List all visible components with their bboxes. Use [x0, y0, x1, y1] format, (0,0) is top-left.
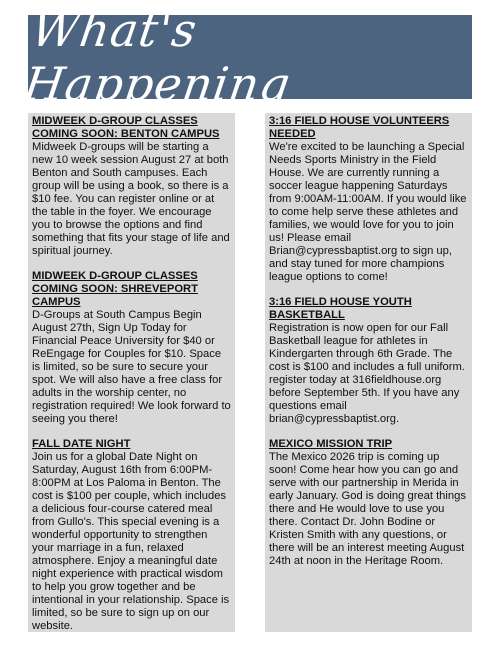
article-heading: MIDWEEK D-GROUP CLASSES COMING SOON: SHREVEPORT CAMPUS — [32, 270, 198, 308]
right-column — [265, 113, 472, 632]
page-title: What's Happening — [20, 3, 295, 111]
article-body: D-Groups at South Campus Begin August 27th, Sign Up Today for Financial Peace University for $40 or ReEngage for Couples for $10. Space is limited, so be sure to secure your spot. We will also have a free class for adults in the worship center, no registration required! We look forward to seeing you there! — [32, 309, 231, 425]
article-mexico-mission-trip — [269, 438, 468, 568]
article-body: Midweek D-groups will be starting a new 10 week session August 27 at both Benton and South campuses. Each group will be using a book, so there is a $10 fee. You can register online or at the table in the foyer. We encourage you to browse the options and find something that fits your stage of life and spiritual journey. — [32, 141, 230, 257]
article-heading: 3:16 FIELD HOUSE VOLUNTEERS NEEDED — [269, 115, 450, 140]
article-heading: FALL DATE NIGHT — [32, 438, 131, 450]
article-body: We're excited to be launching a Special Needs Sports Ministry in the Field House. We are currently running a soccer league happening Saturdays from 9:00AM-11:00AM. If you would like to come help serve these athletes and families, we would love for you to join us! Please email Brian@cypressbaptist.org to sign up, and stay tuned for more champions league options to come! — [269, 141, 467, 283]
article-body: Join us for a global Date Night on Saturday, August 16th from 6:00PM-8:00PM at Los Paloma in Benton. The cost is $100 per couple, which includes a delicious four-course catered meal from Gullo's. This special evening is a wonderful opportunity to strengthen your marriage in a fun, relaxed atmosphere. Enjoy a meaningful date night experience with practical wisdom to help you grow together and be intentional in your relationship. Space is limited, so be sure to sign up on our website. — [32, 451, 230, 632]
article-body: The Mexico 2026 trip is coming up soon! Come hear how you can go and serve with our partnership in Merida in early January. God is doing great things there and He would love to use you there. Contact Dr. John Bodine or Kristen Smith with any questions, or there will be an interest meeting August 24th at noon in the Heritage Room. — [269, 451, 466, 567]
article-field-house-volunteers — [269, 115, 468, 284]
article-youth-basketball — [269, 296, 468, 426]
article-heading: 3:16 FIELD HOUSE YOUTH BASKETBALL — [269, 296, 412, 321]
left-column — [28, 113, 235, 632]
article-shreveport-dgroup — [32, 270, 231, 426]
article-heading: MIDWEEK D-GROUP CLASSES COMING SOON: BENTON CAMPUS — [32, 115, 220, 140]
article-body: Registration is now open for our Fall Basketball league for athletes in Kindergarten through 6th Grade. The cost is $100 and includes a full uniform. register today at 316fieldhouse.org before September 5th. If you have any questions email brian@cypressbaptist.org. — [269, 322, 465, 425]
article-heading: MEXICO MISSION TRIP — [269, 438, 393, 450]
header-banner — [20, 3, 472, 111]
article-benton-dgroup — [32, 115, 231, 258]
article-fall-date-night — [32, 438, 231, 633]
